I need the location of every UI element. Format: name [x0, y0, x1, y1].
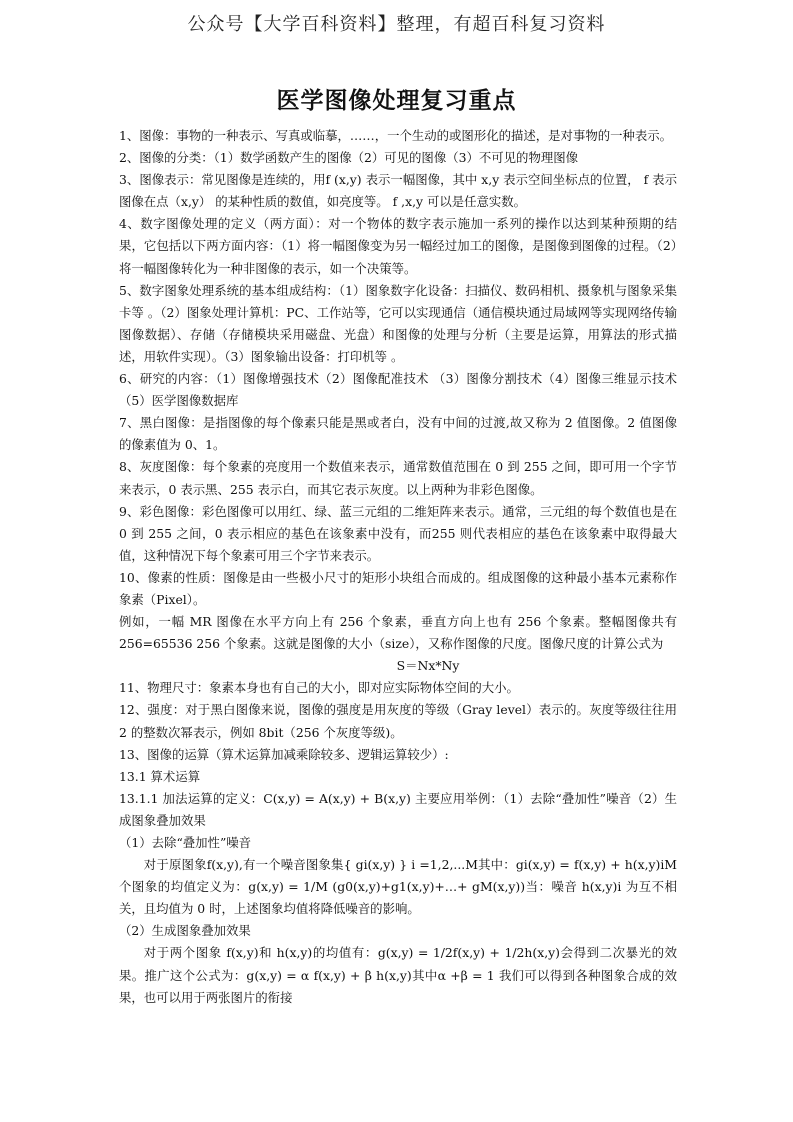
document-body [119, 125, 677, 1009]
paragraph: 2、图像的分类：（1）数学函数产生的图像（2）可见的图像（3）不可见的物理图像 [119, 150, 579, 166]
subheading: （1）去除“叠加性”噪音 [119, 835, 252, 850]
paragraph: 9、彩色图像：彩色图像可以用红、绿、蓝三元组的二维矩阵来表示。通常，三元组的每个数值也是在 0 到 255 之间，0 表示相应的基色在该象素中没有，而255 则代表相应的基色在该象素中取得最大值，这种情况下每个象素可用三个字节来表示。 [119, 503, 677, 563]
paragraph: 对于原图象f(x,y),有一个噪音图象集{ gi(x,y) } i =1,2,...M其中：gi(x,y) = f(x,y) + h(x,y)iM 个图象的均值定义为：g(x,y) = 1/M (g0(x,y)+g1(x,y)+…+ gM(x,y))当：噪音 h(x,y)i 为互不相关，且均值为 0 时，上述图象均值将降低噪音的影响。 [119, 857, 677, 917]
section-heading: 13.1 算术运算 [119, 768, 201, 784]
paragraph: 4、数字图像处理的定义（两方面）：对一个物体的数字表示施加一系列的操作以达到某种预期的结果，它包括以下两方面内容：（1）将一幅图像变为另一幅经过加工的图像，是图像到图像的过程。（2）将一幅图像转化为一种非图像的表示，如一个决策等。 [119, 216, 677, 276]
paragraph: 8、灰度图像：每个象素的亮度用一个数值来表示，通常数值范围在 0 到 255 之间，即可用一个字节来表示，0 表示黑、255 表示白，而其它表示灰度。以上两种为非彩色图像。 [119, 459, 677, 497]
subheading: （2）生成图象叠加效果 [119, 923, 251, 939]
paragraph: 6、研究的内容：（1）图像增强技术（2）图像配准技术 （3）图像分割技术（4）图像三维显示技术（5）医学图像数据库 [119, 371, 677, 409]
paragraph: 10、像素的性质：图像是由一些极小尺寸的矩形小块组合而成的。组成图像的这种最小基本元素称作象素（Pixel）。 [119, 569, 677, 607]
paragraph: 1、图像：事物的一种表示、写真或临摹，……，一个生动的或图形化的描述，是对事物的一种表示。 [119, 128, 673, 143]
paragraph: 3、图像表示：常见图像是连续的，用f (x,y) 表示一幅图像，其中 x,y 表示空间坐标点的位置， f 表示图像在点（x,y） 的某种性质的数值，如亮度等。 f ,x,y 可以是任意实数。 [119, 172, 677, 210]
paragraph: 12、强度：对于黑白图像来说，图像的强度是用灰度的等级（Gray level）表示的。灰度等级往往用 2 的整数次幂表示，例如 8bit（256 个灰度等级)。 [119, 702, 677, 740]
page-header: 公众号【大学百科资料】整理，有超百科复习资料 [187, 14, 606, 35]
paragraph: 对于两个图象 f(x,y)和 h(x,y)的均值有：g(x,y) = 1/2f(x,y) + 1/2h(x,y)会得到二次暴光的效果。推广这个公式为：g(x,y) = α f(x,y) + β h(x,y)其中α +β = 1 我们可以得到各种图象合成的效果，也可以用于两张图片的衔接 [119, 945, 677, 1005]
paragraph: 7、黑白图像：是指图像的每个像素只能是黑或者白，没有中间的过渡,故又称为 2 值图像。2 值图像的像素值为 0、1。 [119, 415, 677, 453]
paragraph: 13.1.1 加法运算的定义：C(x,y) = A(x,y) + B(x,y) 主要应用举例：（1）去除“叠加性”噪音（2）生成图象叠加效果 [119, 790, 677, 828]
formula: S＝Nx*Ny [396, 658, 460, 674]
paragraph: 13、图像的运算（算术运算加减乘除较多、逻辑运算较少）: [119, 746, 449, 762]
paragraph: 例如，一幅 MR 图像在水平方向上有 256 个象素，垂直方向上也有 256 个象素。整幅图像共有 256=65536 256 个象素。这就是图像的大小（size），又称作图像的尺度。图像尺度的计算公式为 [119, 614, 677, 652]
document-title: 医学图像处理复习重点 [276, 87, 517, 114]
paragraph: 11、物理尺寸：象素本身也有自己的大小，即对应实际物体空间的大小。 [119, 680, 519, 696]
paragraph: 5、数字图象处理系统的基本组成结构：（1）图象数字化设备：扫描仪、数码相机、摄象机与图象采集卡等 。（2）图象处理计算机：PC、工作站等，它可以实现通信（通信模块通过局域网等实现网络传输图像数据）、存储（存储模块采用磁盘、光盘）和图像的处理与分析（主要是运算，用算法的形式描述，用软件实现）。（3）图象输出设备：打印机等 。 [119, 282, 677, 364]
